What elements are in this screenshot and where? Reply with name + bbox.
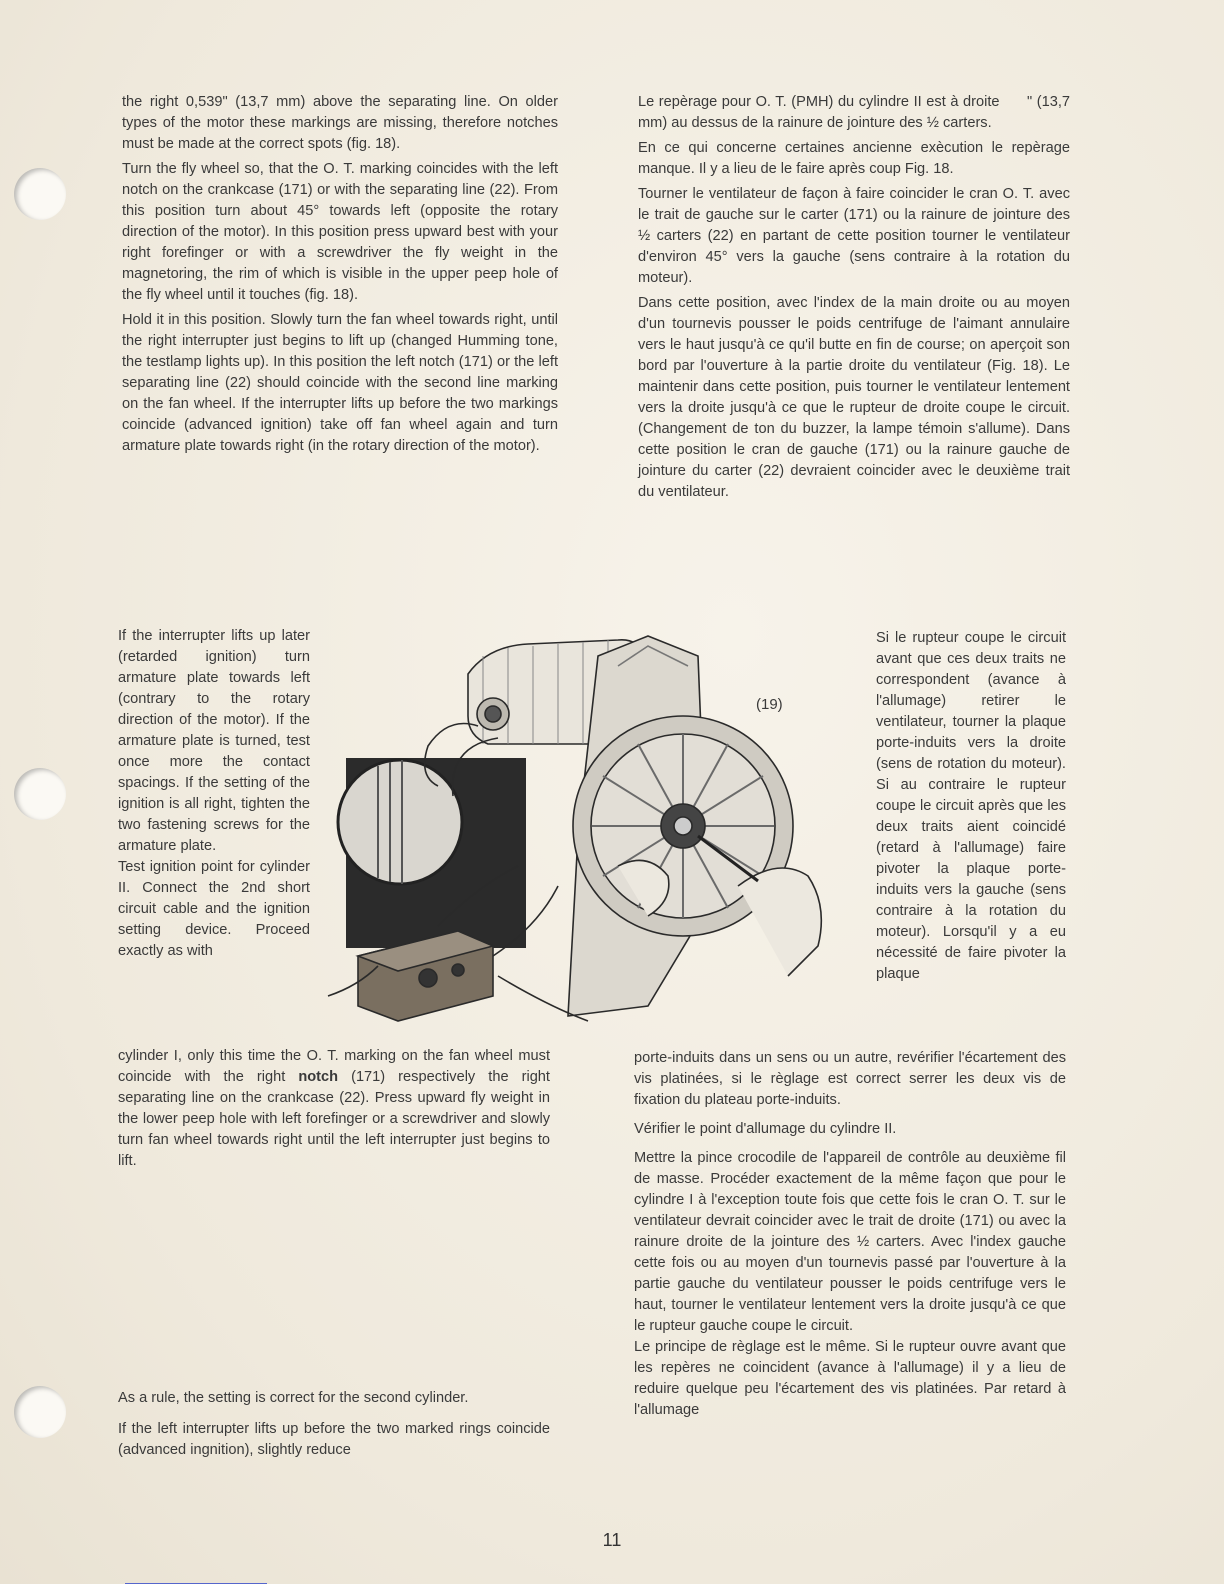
english-wrap-b: Test ignition point for cylinder II. Connect the 2nd short circuit cable and the ignition setting device. Proceed exactly as with	[118, 859, 310, 959]
page-number: 11	[602, 1530, 622, 1550]
punch-hole-top	[14, 168, 66, 220]
english-turn-fly-wheel: Turn the fly wheel so, that the O. T. marking coincides with the left notch on the crankcase (171) or with the separating line (22). From this position turn about 45° towards left (opposite the rotary direction of the motor). In this position press upward best with your right forefinger or with a screwdriver the fly weight in the magnetoring, the rim of which is visible in the upper peep hole of the fly wheel until it touches (fig. 18).	[122, 161, 558, 303]
english-bold-notch: notch	[298, 1069, 339, 1085]
french-dans-position: Dans cette position, avec l'index de la main droite ou au moyen d'un tournevis pousser le poids centrifuge de l'aimant annulaire vers le haut jusqu'à ce qu'il butte en fin de course; on aperçoit son bord par l'ouverture à la partie droite du ventilateur (Fig. 18). Le maintenir dans cette position, puis tourner le ventilateur lentement vers la droite jusqu'à ce que le rupteur de droite coupe le circuit. (Changement de ton du buzzer, la lampe témoin s'allume). Dans cette position le cran de gauche (171) ou la rainure gauche de jointure du carter (22) devraient coincider avec le deuxième trait du ventilateur.	[638, 295, 1070, 500]
french-wrap: Si le rupteur coupe le circuit avant que ces deux traits ne correspondent (avance à l'allumage) retirer le ventilateur, tourner la plaque porte-induits vers la droite (sens de rotation du moteur). Si au contraire le rupteur coupe le circuit après que les deux traits aient coincidé (retard à l'allumage) faire pivoter la plaque porte-induits vers la gauche (sens contraire à la rotation du moteur). Lorsqu'il y a eu nécessité de faire pivoter la plaque	[876, 630, 1066, 982]
french-tourner: Tourner le ventilateur de façon à faire coincider le cran O. T. avec le trait de gauche sur le carter (171) ou la rainure de jointure des ½ carters (22) en partant de cette position tourner le ventilateur d'environ 45° vers la gauche (sens contraire à la rotation du moteur).	[638, 186, 1070, 286]
english-cylinder-two	[118, 1046, 550, 1172]
english-footer-text	[118, 1388, 550, 1465]
english-intro: the right 0,539" (13,7 mm) above the separating line. On older types of the motor these markings are missing, therefore notches must be made at the correct spots (fig. 18).	[122, 94, 558, 152]
english-column-top	[122, 92, 558, 461]
english-continuation	[118, 1046, 550, 1176]
french-column-top	[638, 92, 1070, 507]
figure-ignition-setting-illustration	[318, 626, 870, 1036]
punch-hole-middle	[14, 768, 66, 820]
french-continuation	[634, 1048, 1066, 1425]
english-wrap-a: If the interrupter lifts up later (retarded ignition) turn armature plate towards left (contrary to the rotary direction of the motor). If the armature plate is turned, test once more the contact spacings. If the setting of the ignition is all right, tighten the two fastening screws for the armature plate.	[118, 628, 310, 854]
french-principe: Le principe de règlage est le même. Si le rupteur ouvre avant que les repères ne coincident (avance à l'allumage) il y a lieu de reduire quelque peu l'écartement des vis platinées. Par retard à l'allumage	[634, 1339, 1066, 1418]
french-wrap-column	[876, 628, 1066, 989]
french-wrap-cont: porte-induits dans un sens ou un autre, revérifier l'écartement des vis platinées, si le règlage est correct serrer les deux vis de fixation du plateau porte-induits.	[634, 1050, 1066, 1108]
english-left-interrupter: If the left interrupter lifts up before the two marked rings coincide (advanced ingnition), slightly reduce	[118, 1421, 550, 1458]
english-hold-position: Hold it in this position. Slowly turn the fan wheel towards right, until the right interrupter just begins to lift up (changed Humming tone, the testlamp lights up). In this position the left notch (171) or the left separating line (22) should coincide with the second line marking on the fan wheel. If the interrupter lifts up before the two markings coincide (advanced ignition) take off fan wheel again and turn armature plate towards right (in the rotary direction of the motor).	[122, 312, 558, 454]
french-anciennes: En ce qui concerne certaines ancienne exècution le repèrage manque. Il y a lieu de le faire après coup Fig. 18.	[638, 140, 1070, 177]
figure-label: (19)	[756, 696, 783, 713]
english-cont-text-2: (171) respectively the right separating line on the crankcase (22). Press upward fly weight in the lower peep hole with left forefinger or a screwdriver and slowly turn fan wheel towards right until the left interrupter just begins to lift.	[118, 1069, 550, 1169]
english-cont-text-1: cylinder I, only this time the O. T. marking on the fan wheel must coincide with the right	[118, 1048, 550, 1085]
punch-hole-bottom	[14, 1386, 66, 1438]
french-verifier: Vérifier le point d'allumage du cylindre II.	[634, 1121, 897, 1137]
french-mettre: Mettre la pince crocodile de l'appareil de contrôle au deuxième fil de masse. Procéder exactement de la même façon que pour le cylindre I à l'exception toute fois que cette fois le cran O. T. sur le ventilateur devrait coincider avec le trait de droite (171) ou avec la rainure droite de la jointure des ½ carters. Avec l'index gauche cette fois ou au moyen d'un tournevis passé par l'ouverture à la partie gauche du ventilateur pousser le poids centrifuge vers le haut, tourner le ventilateur lentement vers la droite jusqu'à ce que le rupteur gauche coupe le circuit.	[634, 1150, 1066, 1334]
english-rule: As a rule, the setting is correct for the second cylinder.	[118, 1390, 469, 1406]
french-reperage: Le repèrage pour O. T. (PMH) du cylindre II est à droite " (13,7 mm) au dessus de la rainure de jointure des ½ carters.	[638, 94, 1070, 131]
english-wrap-column	[118, 626, 310, 962]
